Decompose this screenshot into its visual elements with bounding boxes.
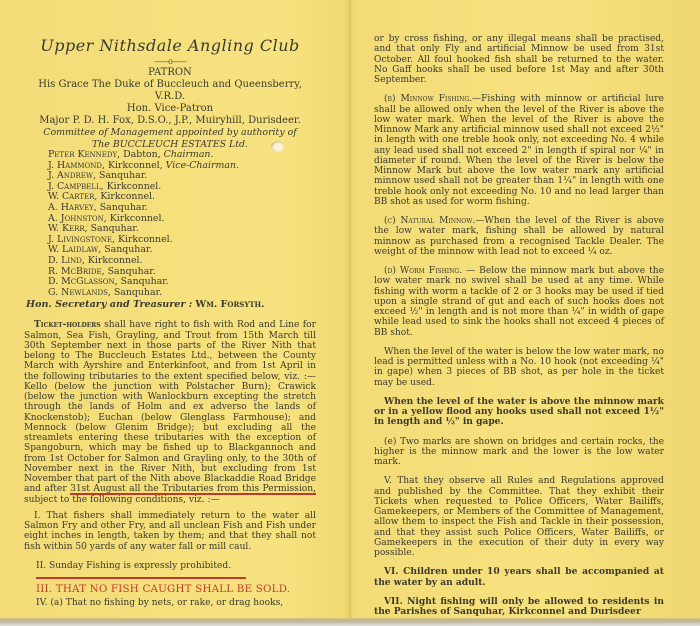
committee-member: Peter Kennedy, Dabton, Chairman. (48, 149, 214, 160)
member-place: Dabton (123, 149, 158, 160)
committee-member: J. Livingstone, Kirkconnel. (48, 233, 173, 245)
condition-3-no-sale: III. THAT NO FISH CAUGHT SHALL BE SOLD. (36, 583, 291, 596)
member-name: J. Livingstone (48, 233, 112, 245)
committee-member: W. Carter, Kirkconnel. (48, 191, 156, 203)
paper-bottom-edge (0, 618, 700, 626)
condition-5: V. That they observe all Rules and Regulations approved and published by the Committee. That they exhibit their Tickets when requested to Police Officers, Water Bailiffs, Gamekeepers, or Members of the Committee of Management, allow them to inspect the Fish and Tackle in their possession, and that they assist such Police Officers, Water Bailiffs, or Gamekeepers in the execution of their duty in every way possible. (374, 476, 664, 558)
worm-fishing-rule (374, 266, 664, 338)
left-page (24, 0, 316, 608)
committee-authority: The BUCCLEUCH ESTATES Ltd. (92, 138, 248, 150)
member-place: Kirkconnel (108, 159, 160, 171)
minnow-fishing-heading: (b) Minnow Fishing. (384, 94, 473, 105)
member-place: Sanquhar. (120, 276, 169, 288)
vice-patron-label: Hon. Vice-Patron (126, 103, 214, 114)
committee-list (48, 150, 316, 298)
patron-name: His Grace The Duke of Buccleuch and Queensberry, V.R.D. (38, 79, 302, 102)
marks-rule: (e) Two marks are shown on bridges and certain rocks, the higher is the minnow mark and the lower is the low water mark. (374, 436, 664, 467)
condition-4a-continued: or by cross fishing, or any illegal means shall be practised, and that only Fly and artificial Minnow be used from 31st October. All foul hooked fish shall be returned to the water. No Gaff hooks shall be used before 1st May and after 30th September. (374, 34, 664, 85)
center-fold (349, 0, 351, 620)
committee-member: J. Andrew, Sanquhar. (48, 170, 148, 182)
member-name: W. Carter (48, 191, 95, 203)
red-divider (36, 577, 246, 579)
ticket-holders-body: shall have right to fish with Rod and Line for Salmon, Sea Fish, Grayling, and Trout from 15th March till 30th September next in those parts of the River Nith that belong to The Buccleuch Estates Ltd., between the County March with Ayrshire and Enterkinfoot, and from 1st April in the following tributaries to the extent specified below, viz. :—Kello (below the junction with Polstacher Burn); Crawick (below the junction with Wanlockburn excepting the stretch through the lands of Holm and ex adverso the lands of Knockenstob); Euchan (below Glenglass Farmhouse); and Mennock (below Glenim Bridge); but excluding all the streamlets entering these tributaries with the exception of Spangoburn, which may be fished up to Blackgannoch and from 1st October for Salmon and Grayling only, to the 30th of November next in the River Nith, but excluding from 1st November that part of the Nith above Blackaddie Road Bridge and after (24, 320, 316, 495)
patron-label: PATRON (148, 67, 192, 78)
secretary-name: Wm. Forsyth. (195, 299, 265, 311)
member-place: Sanquhar. (90, 223, 139, 235)
member-name: D. Lind (48, 254, 82, 266)
committee-member: J. Hammond, Kirkconnel, Vice-Chairman. (48, 159, 240, 171)
right-page (374, 0, 664, 617)
secretary-label: Hon. Secretary and Treasurer : (26, 299, 193, 311)
member-place: Kirkconnel. (87, 254, 143, 266)
worm-fishing-body: — Below the minnow mark but above the low water mark no swivel shall be used at any time. While fishing with worm a tackle of 2 or 3 hooks may be used if tied upon a single strand of gut and each of such hooks does not exceed ½" in length and is not more than ¼" in width of gape while lead used to sink the hooks shall not exceed 4 pieces of BB shot. (374, 266, 664, 338)
club-title: Upper Nithsdale Angling Club (40, 36, 300, 55)
member-name: R. McBride (48, 265, 102, 277)
condition-4a-start: IV. (a) That no fishing by nets, or rake, or drag hooks, (36, 598, 284, 609)
member-place: Kirkconnel. (109, 212, 165, 224)
minnow-fishing-body: —Fishing with minnow or artificial lure shall be allowed only when the level of the River is above the low water mark. When the level of the River is above the Minnow Mark any artificial minnow used shall not exceed 2½" in length with one treble hook only, not exceeding No. 4 while any lead used shall not exceed 2" in length if spiral nor ¼" in diameter if round. When the level of the River is below the Minnow Mark but above the low water mark any artificial minnow used shall not be greater than 1¼" in length with one treble hook only not exceeding No. 10 and no lead larger than BB shot as used for worm fishing. (374, 94, 664, 207)
member-place: Sanquhar. (113, 286, 162, 298)
member-name: W. Laidlaw (48, 244, 99, 256)
committee-member: A. Harvey, Sanquhar. (48, 201, 148, 213)
condition-7: VII. Night fishing will only be allowed to residents in the Parishes of Sanquhar, Kirkconnel and Durisdeer (374, 595, 664, 617)
title-ornament: ——o—— (154, 57, 186, 66)
member-name: G. Newlands (48, 286, 108, 298)
committee-member: R. McBride, Sanquhar. (48, 265, 156, 277)
secretary-line (26, 299, 316, 311)
committee-member: W. Kerr, Sanquhar. (48, 223, 139, 235)
member-name: W. Kerr (48, 223, 85, 235)
member-role: Vice-Chairman. (165, 159, 240, 171)
member-place: Sanquhar. (107, 265, 156, 277)
tributaries-exclusion-underlined: 31st August all the Tributaries from this Permission, (70, 484, 316, 495)
natural-minnow-heading: (c) Natural Minnow. (384, 216, 476, 226)
ticket-holders-paragraph (24, 320, 316, 505)
member-place: Kirkconnel. (106, 180, 162, 192)
member-name: J. Hammond (48, 159, 103, 171)
natural-minnow-rule (374, 216, 664, 257)
member-place: Sanquhar. (99, 170, 148, 182)
member-place: Sanquhar. (99, 201, 148, 213)
committee-member: W. Laidlaw, Sanquhar. (48, 244, 153, 256)
member-role: Chairman. (163, 149, 214, 160)
ticket-holders-tail: subject to the following conditions, viz. :— (24, 494, 220, 505)
committee-member: J. Campbell, Kirkconnel. (48, 180, 162, 192)
vice-patron-name: Major P. D. H. Fox, D.S.O., J.P., Muiryhill, Durisdeer. (39, 115, 301, 126)
committee-member: G. Newlands, Sanquhar. (48, 286, 162, 298)
condition-2: II. Sunday Fishing is expressly prohibited. (36, 560, 232, 571)
member-name: D. McGlasson (48, 276, 115, 288)
member-name: J. Andrew (48, 170, 94, 182)
member-name: J. Campbell (48, 180, 101, 192)
low-water-rule: When the level of the water is below the low water mark, no lead is permitted unless with a No. 10 hook (not exceeding ¼" in gape) when 3 pieces of BB shot, as per hole in the ticket may be used. (374, 346, 664, 388)
committee-member: A. Johnston, Kirkconnel. (48, 212, 165, 224)
member-place: Kirkconnel. (117, 233, 173, 245)
committee-member: D. McGlasson, Sanquhar. (48, 276, 169, 288)
member-place: Kirkconnel. (100, 191, 156, 203)
worm-fishing-heading: (d) Worm Fishing. (384, 266, 463, 276)
ticket-holders-lead: Ticket-holders (34, 319, 101, 331)
member-name: A. Johnston (48, 212, 104, 224)
committee-member: D. Lind, Kirkconnel. (48, 254, 143, 266)
minnow-fishing-rule (374, 94, 664, 207)
member-name: A. Harvey (48, 201, 94, 213)
flood-rule: When the level of the water is above the minnow mark or in a yellow flood any hooks used shall not exceed 1½" in length and ½" in gape. (374, 395, 664, 428)
condition-6: VI. Children under 10 years shall be accompanied at the water by an adult. (374, 566, 664, 588)
member-name: Peter Kennedy (48, 149, 118, 160)
committee-intro: Committee of Management appointed by authority of (43, 127, 297, 138)
natural-minnow-body: —When the level of the River is above the low water mark, fishing shall be allowed by natural minnow as purchased from a recognised Tackle Dealer. The weight of the minnow with lead not to exceed ¼ oz. (374, 216, 664, 257)
condition-1: I. That fishers shall immediately return to the water all Salmon Fry and other Fry, and all unclean Fish and Fish under eight inches in length, taken by them; and that they shall not fish within 50 yards of any water fall or mill caul. (24, 510, 316, 552)
member-place: Sanquhar. (104, 244, 153, 256)
